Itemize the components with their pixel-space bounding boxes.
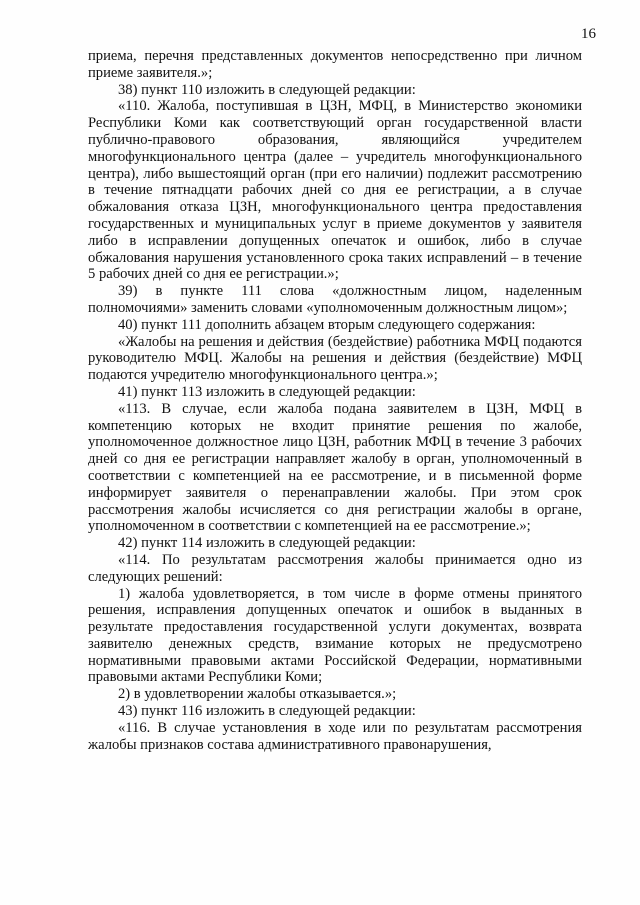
document-body (88, 48, 582, 753)
paragraph: «Жалобы на решения и действия (бездействие) работника МФЦ подаются руководителю МФЦ. Жалобы на решения и действия (бездействие) МФЦ подаются учредителю многофункционального центра.»; (88, 333, 582, 384)
paragraph: «114. По результатам рассмотрения жалобы принимается одно из следующих решений: (88, 551, 582, 585)
paragraph: 41) пункт 113 изложить в следующей редакции: (118, 383, 416, 400)
page-number: 16 (581, 26, 596, 42)
paragraph: 43) пункт 116 изложить в следующей редакции: (118, 703, 416, 720)
paragraph: «110. Жалоба, поступившая в ЦЗН, МФЦ, в Министерство экономики Республики Коми как соответствующий орган государственной власти публично-правового образования, являющийся учредителем многофункционального центра (далее – учредитель многофункционального центра), либо вышестоящий орган (при его наличии) подлежит рассмотрению в течение пятнадцати рабочих дней со дня ее регистрации, а в случае обжалования отказа ЦЗН, многофункционального центра предоставления государственных и муниципальных услуг в приеме документов у заявителя либо в исправлении допущенных опечаток и ошибок, либо в случае обжалования нарушения установленного срока таких исправлений – в течение 5 рабочих дней со дня ее регистрации.»; (88, 98, 582, 283)
paragraph: 38) пункт 110 изложить в следующей редакции: (118, 81, 416, 98)
paragraph: 39) в пункте 111 слова «должностным лицом, наделенным полномочиями» заменить словами «уполномоченным должностным лицом»; (88, 283, 582, 316)
paragraph: приема, перечня представленных документов непосредственно при личном приеме заявителя.»; (88, 48, 582, 81)
paragraph: 1) жалоба удовлетворяется, в том числе в форме отмены принятого решения, исправления допущенных опечаток и ошибок в выданных в результате предоставления государственной услуги документах, возврата заявителю денежных средств, взимание которых не предусмотрено нормативными правовыми актами Российской Федерации, нормативными правовыми актами Республики Коми; (88, 585, 582, 686)
paragraph: 2) в удовлетворении жалобы отказывается.»; (118, 686, 397, 703)
paragraph: 42) пункт 114 изложить в следующей редакции: (118, 535, 416, 552)
paragraph: 40) пункт 111 дополнить абзацем вторым следующего содержания: (118, 316, 536, 333)
paragraph: «116. В случае установления в ходе или по результатам рассмотрения жалобы признаков состава административного правонарушения, (88, 719, 582, 753)
paragraph: «113. В случае, если жалоба подана заявителем в ЦЗН, МФЦ в компетенцию которых не входит принятие решения по жалобе, уполномоченное должностное лицо ЦЗН, работник МФЦ в течение 3 рабочих дней со дня ее регистрации направляет жалобу в орган, уполномоченный в соответствии с компетенцией на ее рассмотрение, и в письменной форме информирует заявителя о перенаправлении жалобы. При этом срок рассмотрения жалобы исчисляется со дня регистрации жалобы в органе, уполномоченном в соответствии с компетенцией на ее рассмотрение.»; (88, 400, 582, 535)
